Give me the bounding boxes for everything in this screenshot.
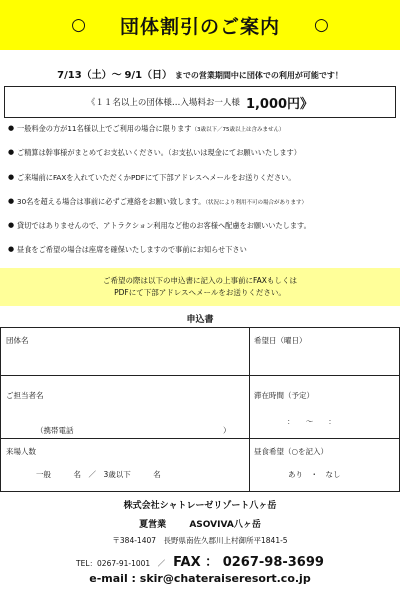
facility-name: ASOVIVA八ヶ岳 [189,520,261,530]
note-text: 貸切ではありませんので、アトラクション利用など他のお客様へ配慮をお願いいたします。 [17,221,311,231]
note-text: ご精算は幹事様がまとめてお支払いください。（お支払いは現金にてお願いいたします） [17,148,301,158]
note-item [8,122,394,146]
bullet-icon: ● [8,148,15,157]
note-text: 昼食をご希望の場合は座席を確保いたしますので事前にお知らせ下さい [17,245,247,255]
email-address: e-mail : skir@chateraiseresort.co.jp [89,572,311,585]
form-title: 申込書 [186,315,214,325]
period-start: 7/13（土）～ [57,70,122,81]
address: 〒384-1407 長野県南佐久郡川上村御所平1841-5 [112,536,288,545]
page-title: 団体割引のご案内 [119,15,280,38]
note-text: 30名を超える場合は事前に必ずご連絡をお願い致します。 [17,196,206,206]
season-line [0,517,400,530]
note-text: ご来場前にFAXを入れていただくかPDFにて下部アドレスへメールをお送りください。 [17,172,296,182]
period-line [0,66,400,81]
application-form [0,327,400,492]
fax-number: FAX ： 0267-98-3699 [173,555,324,570]
price-amount: 1,000円》 [245,96,314,112]
price-box [4,86,396,118]
season-label: 夏営業 [139,520,167,530]
company-name: 株式会社シャトレーゼリゾート八ヶ岳 [123,501,277,511]
note-item [8,171,394,195]
form-divider-vertical [249,328,250,491]
visitors-label: 来場人数 [6,447,36,456]
period-end: 9/1（日） [124,70,173,81]
bullet-icon: ● [8,196,15,205]
notice-line-1: ご希望の際は以下の申込書に記入の上事前にFAXもしくは [103,276,297,285]
bullet-icon: ● [8,221,15,230]
visitors-format: 一般 名 ／ 3歳以下 名 [36,470,161,479]
note-text: 一般料金の方が11名様以上でご利用の場合に限ります [17,124,192,133]
bullet-icon: ● [8,245,15,254]
notice-box [0,268,400,306]
header-banner [0,0,400,50]
note-item [8,243,394,267]
note-small: （状況により利用不可の場合があります） [205,199,308,206]
note-small: （3歳以下／75歳以上は含みません） [191,127,285,133]
stay-time-format: ： ～ ： [287,417,336,426]
date-wish-label: 希望日（曜日） [254,336,307,345]
note-item [8,195,394,219]
note-item [8,219,394,243]
notes-list [8,122,394,268]
circle-left-icon: ○ [71,15,86,35]
notice-line-2: PDFにて下部アドレスへメールをお送りください。 [114,288,286,297]
group-name-label: 団体名 [6,336,29,345]
circle-right-icon: ○ [314,15,329,35]
form-divider-2 [1,438,399,439]
person-label: ご担当者名 [6,391,44,400]
tel-number: TEL：0267-91-1001 ／ [76,559,166,568]
form-divider-1 [1,375,399,376]
bullet-icon: ● [8,124,15,132]
price-text: 《１１名以上の団体様…入場料お一人様 [86,98,240,108]
contact-line [0,551,400,570]
mobile-close: ） [223,426,231,435]
bullet-icon: ● [8,172,15,181]
period-text: までの営業期間中に団体での利用が可能です！ [174,71,343,80]
lunch-label: 昼食希望（○を記入） [254,447,329,456]
stay-time-label: 滞在時間（予定） [254,391,314,400]
mobile-label: （携帯電話 [36,426,74,435]
lunch-options: あり ・ なし [288,470,341,479]
note-item [8,146,394,170]
